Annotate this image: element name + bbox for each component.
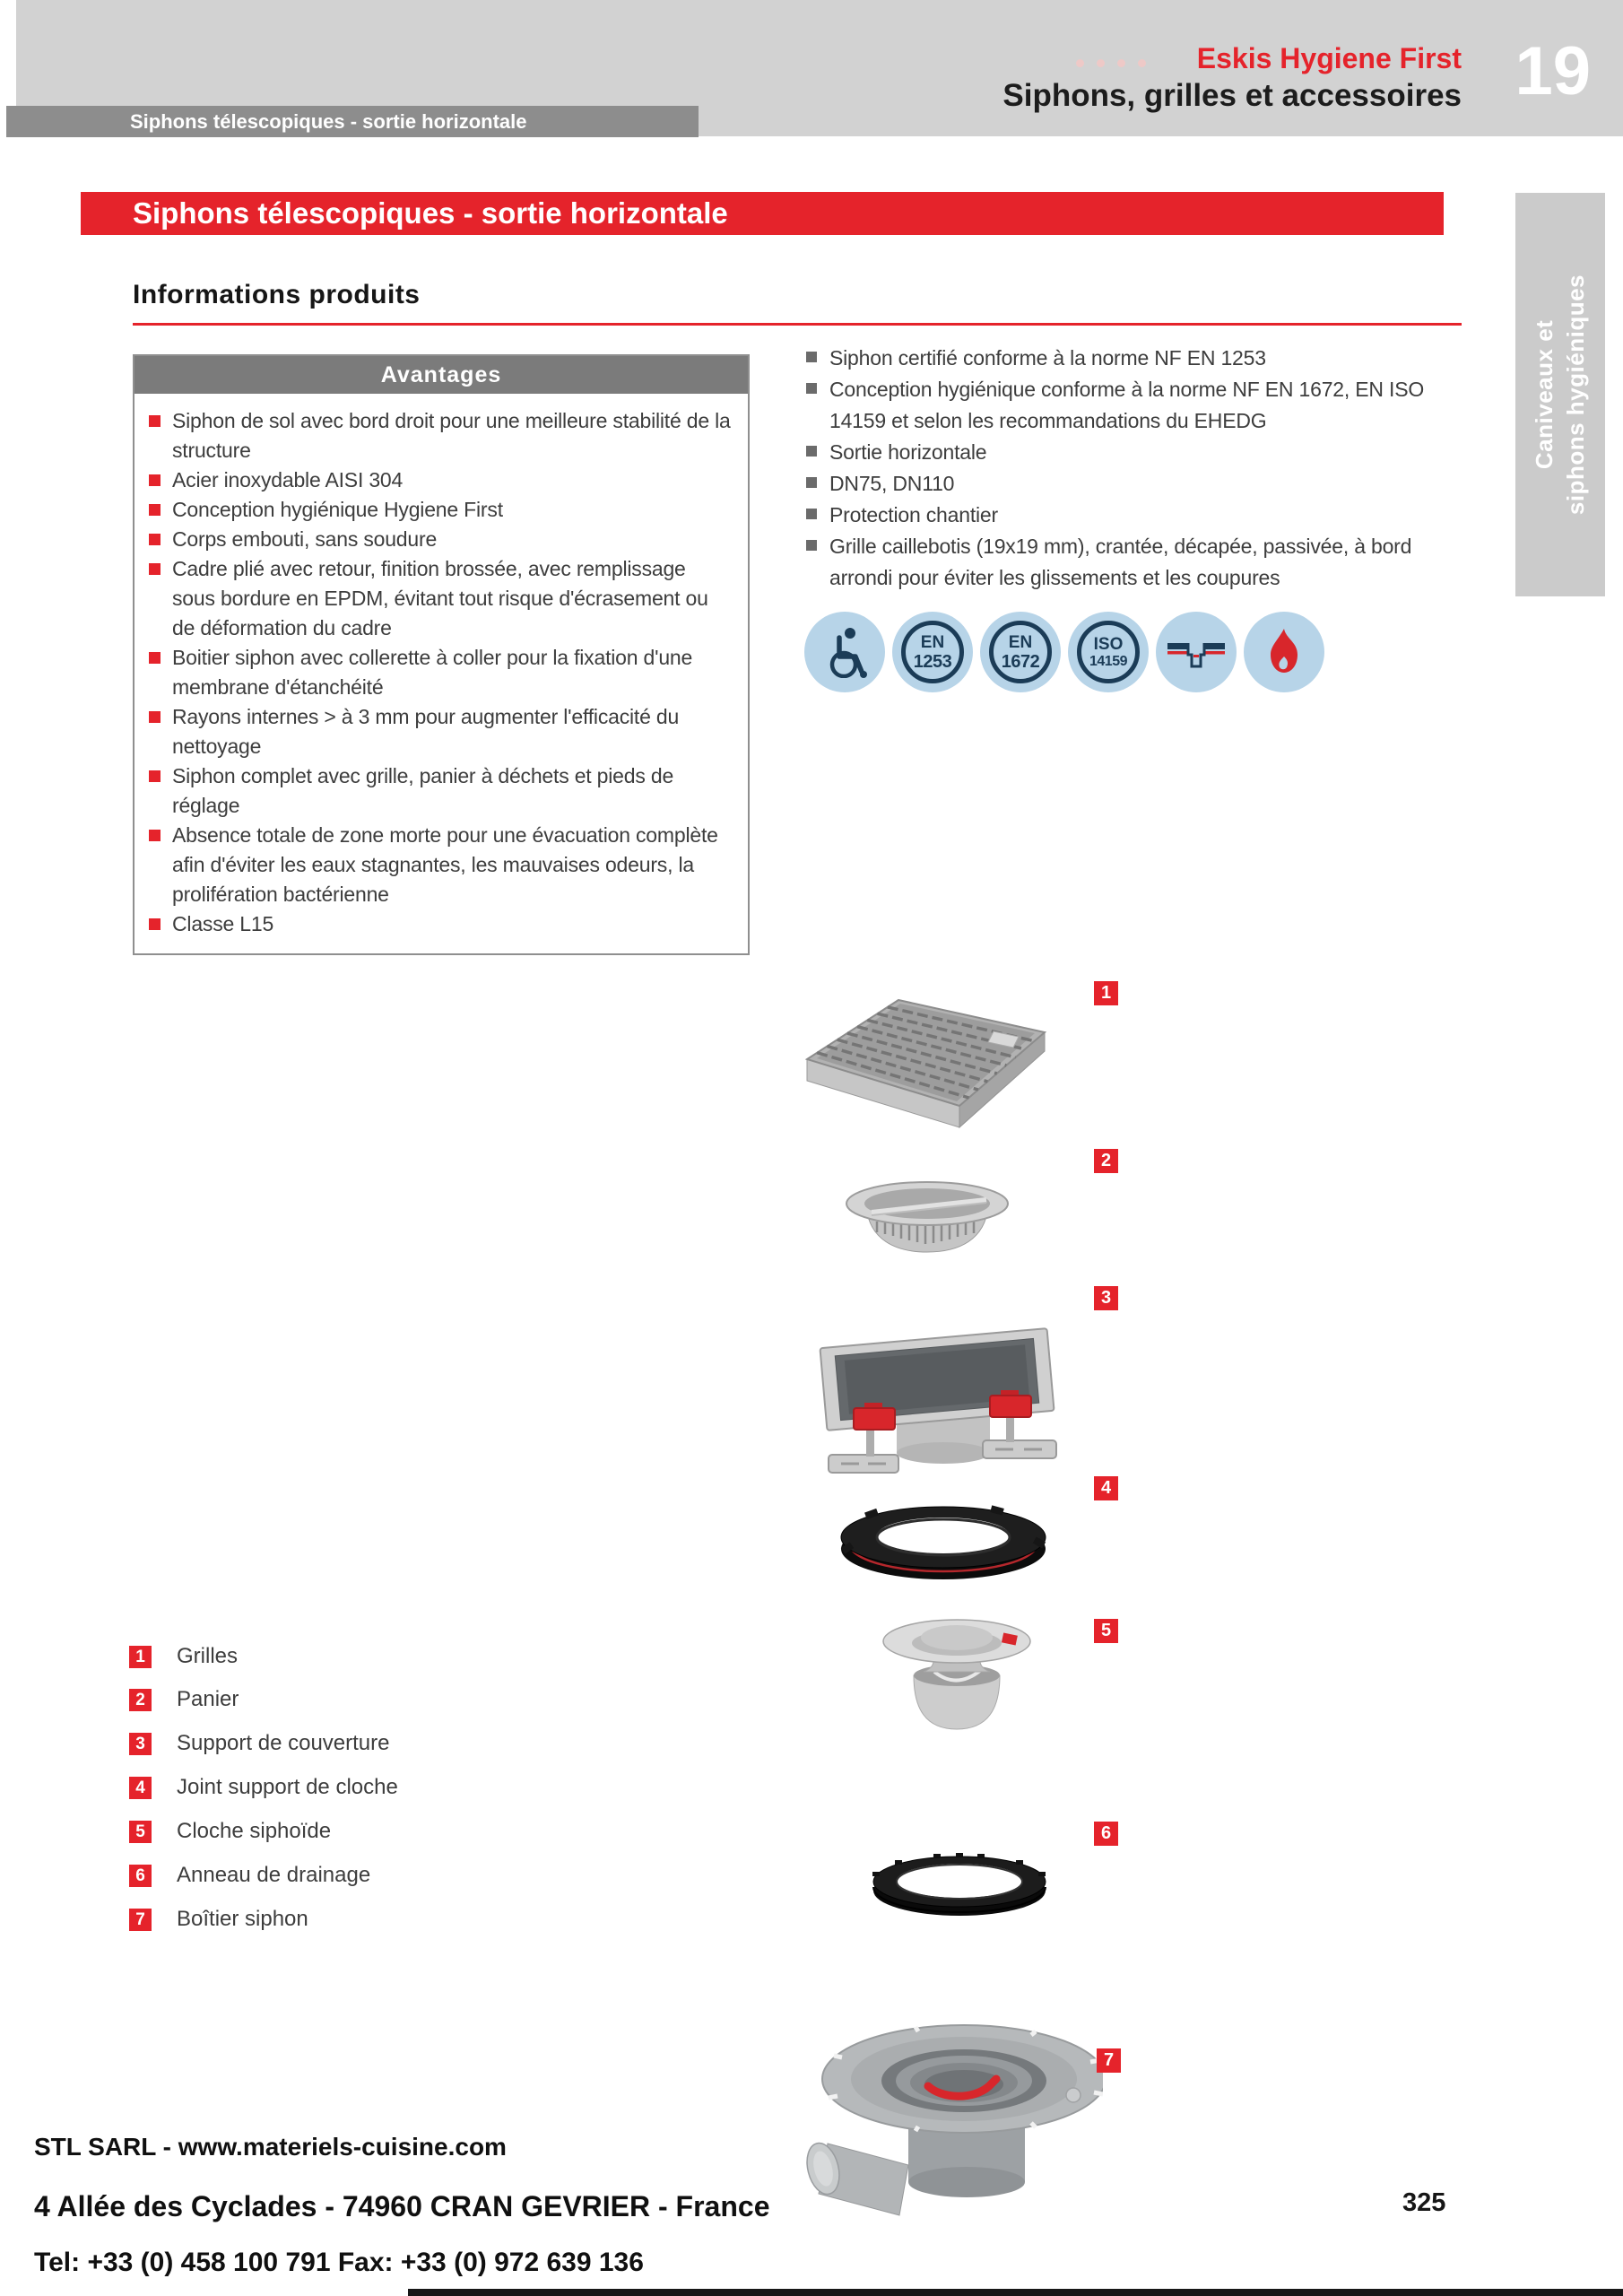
chapter-number: 19 — [1515, 33, 1591, 109]
legend-number: 5 — [129, 1821, 152, 1843]
list-item: Siphon certifié conforme à la norme NF EN 1253 — [804, 343, 1468, 374]
list-item: Corps embouti, sans soudure — [147, 525, 732, 554]
drain-section-icon — [1156, 612, 1237, 692]
figure-number-1: 1 — [1094, 981, 1118, 1005]
legend-number: 6 — [129, 1865, 152, 1887]
legend-label: Boîtier siphon — [177, 1907, 308, 1931]
en-1672-icon — [980, 612, 1061, 692]
legend-number: 3 — [129, 1733, 152, 1755]
legend-label: Anneau de drainage — [177, 1863, 371, 1887]
product-image-cloche — [881, 1614, 1033, 1753]
list-item: Conception hygiénique conforme à la norme NF EN 1672, EN ISO 14159 et selon les recommandations du EHEDG — [804, 374, 1468, 437]
advantages-list — [135, 394, 748, 953]
iso-14159-ring: ISO 14159 — [1077, 621, 1140, 683]
breadcrumb: Siphons télescopiques - sortie horizontale — [6, 106, 699, 137]
legend-number: 7 — [129, 1909, 152, 1931]
advantages-box — [133, 354, 750, 955]
legend-item — [129, 1731, 389, 1756]
brand-title: Eskis Hygiene First — [1196, 42, 1462, 74]
legend-number: 1 — [129, 1646, 152, 1668]
section-title: Siphons, grilles et accessoires — [1002, 78, 1462, 113]
list-item: DN75, DN110 — [804, 468, 1468, 500]
legend-item — [129, 1644, 238, 1669]
advantages-title: Avantages — [135, 356, 748, 394]
legend-label: Support de couverture — [177, 1731, 390, 1755]
list-item: Protection chantier — [804, 500, 1468, 531]
wheelchair-icon — [804, 612, 885, 692]
legend-label: Panier — [177, 1687, 239, 1711]
list-item: Grille caillebotis (19x19 mm), crantée, décapée, passivée, à bord arrondi pour éviter les glissements et les coupures — [804, 531, 1468, 594]
legend-item — [129, 1863, 370, 1888]
footer-address: 4 Allée des Cyclades - 74960 CRAN GEVRIER - France — [34, 2190, 770, 2222]
list-item: Sortie horizontale — [804, 437, 1468, 468]
footer-company: STL SARL - www.materiels-cuisine.com — [34, 2133, 507, 2161]
figure-number-4: 4 — [1094, 1476, 1118, 1500]
product-image-anneau — [870, 1840, 1049, 1930]
page-banner: Siphons télescopiques - sortie horizontale — [81, 192, 1444, 235]
list-item: Absence totale de zone morte pour une évacuation complète afin d'éviter les eaux stagnantes, les mauvaises odeurs, la prolifération bactérienne — [147, 821, 732, 909]
list-item: Siphon complet avec grille, panier à déchets et pieds de réglage — [147, 761, 732, 821]
en-1672-ring: EN 1672 — [989, 621, 1052, 683]
footer-phone: Tel: +33 (0) 458 100 791 Fax: +33 (0) 972 639 136 — [34, 2248, 644, 2277]
list-item: Rayons internes > à 3 mm pour augmenter l'efficacité du nettoyage — [147, 702, 732, 761]
product-image-grille — [805, 996, 1067, 1135]
list-item: Conception hygiénique Hygiene First — [147, 495, 732, 525]
list-item: Cadre plié avec retour, finition brossée, avec remplissage sous bordure en EPDM, évitant tout risque d'écrasement ou de déformation du cadre — [147, 554, 732, 643]
figure-number-7: 7 — [1097, 2048, 1121, 2073]
iso-14159-icon — [1068, 612, 1149, 692]
page-title: Informations produits — [133, 280, 421, 309]
list-item: Boitier siphon avec collerette à coller pour la fixation d'une membrane d'étanchéité — [147, 643, 732, 702]
en-1253-icon — [892, 612, 973, 692]
figure-number-6: 6 — [1094, 1822, 1118, 1846]
legend-item — [129, 1687, 239, 1712]
list-item: Classe L15 — [147, 909, 732, 939]
features-list — [804, 343, 1468, 594]
fire-icon — [1244, 612, 1324, 692]
legend-item — [129, 1819, 331, 1844]
legend-label: Joint support de cloche — [177, 1775, 398, 1799]
product-image-boitier-siphon — [794, 1989, 1103, 2222]
product-image-joint — [838, 1500, 1049, 1589]
chapter-tab-label: Caniveaux et siphons hygiéniques — [1530, 274, 1589, 516]
product-image-support-couverture — [807, 1326, 1067, 1483]
legend-item — [129, 1775, 398, 1800]
figure-number-2: 2 — [1094, 1149, 1118, 1173]
legend-label: Cloche siphoïde — [177, 1819, 332, 1843]
certification-icons — [804, 612, 1324, 692]
list-item: Acier inoxydable AISI 304 — [147, 465, 732, 495]
bottom-strip — [408, 2289, 1623, 2296]
en-1253-ring: EN 1253 — [901, 621, 964, 683]
legend-label: Grilles — [177, 1644, 239, 1668]
page-number: 325 — [1402, 2188, 1446, 2217]
figure-number-5: 5 — [1094, 1619, 1118, 1643]
legend-number: 2 — [129, 1689, 152, 1711]
list-item: Siphon de sol avec bord droit pour une meilleure stabilité de la structure — [147, 406, 732, 465]
figure-number-3: 3 — [1094, 1286, 1118, 1310]
legend-number: 4 — [129, 1777, 152, 1799]
product-image-panier — [845, 1180, 1011, 1261]
legend-item — [129, 1907, 308, 1932]
chapter-tab — [1515, 193, 1605, 596]
heading-rule — [133, 323, 1462, 326]
